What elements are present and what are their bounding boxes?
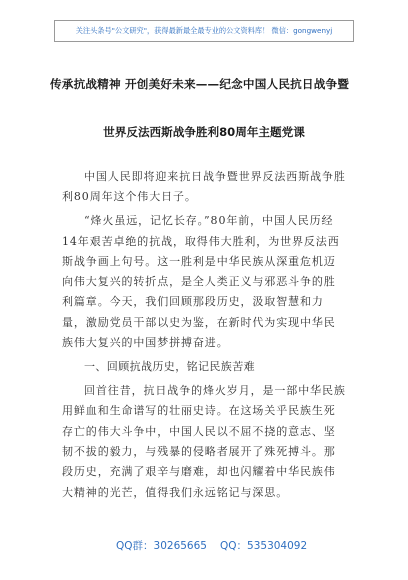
document-body	[62, 167, 346, 507]
paragraph-review: 回首往昔，抗日战争的烽火岁月，是一部中华民族用鲜血和生命谱写的壮丽史诗。在这场关乎民族生死存亡的伟大斗争中，中国人民以不屈不挠的意志、坚韧不拔的毅力，与残暴的侵略者展开了殊死搏斗。那段历史，充满了艰辛与磨难，却也闪耀着中华民族伟大精神的光芒，值得我们永远铭记与深思。	[62, 384, 346, 499]
section-heading: 一、回顾抗战历史，铭记民族苦难	[84, 360, 255, 374]
paragraph-history: “烽火虽远，记忆长存。”80年前，中国人民历经14年艰苦卓绝的抗战，取得伟大胜利，为世界反法西斯战争画上句号。这一胜利是中华民族从深重危机迈向伟大复兴的转折点，是全人类正义与邪恶斗争的胜利篇章。今天，我们回顾那段历史，汲取智慧和力量，激励党员干部以史为鉴，在新时代为实现中华民族伟大复兴的中国梦拼搏奋进。	[62, 214, 340, 350]
paragraph-intro: 中国人民即将迎来抗日战争暨世界反法西斯战争胜利80周年这个伟大日子。	[62, 170, 346, 204]
promo-banner-text: 关注头条号"公文研究"，获得最新最全最专业的公文资料库！ 微信：gongwenyj	[75, 26, 333, 35]
document-title-line2: 世界反法西斯战争胜利80周年主题党课	[103, 125, 305, 139]
footer-qq-group: QQ群：30265665	[116, 540, 207, 552]
page-footer	[0, 538, 408, 554]
promo-banner	[54, 20, 354, 42]
document-title-line1: 传承抗战精神 开创美好未来——纪念中国人民抗日战争暨	[50, 77, 350, 91]
footer-qq-contact: QQ：535304092	[220, 540, 308, 552]
